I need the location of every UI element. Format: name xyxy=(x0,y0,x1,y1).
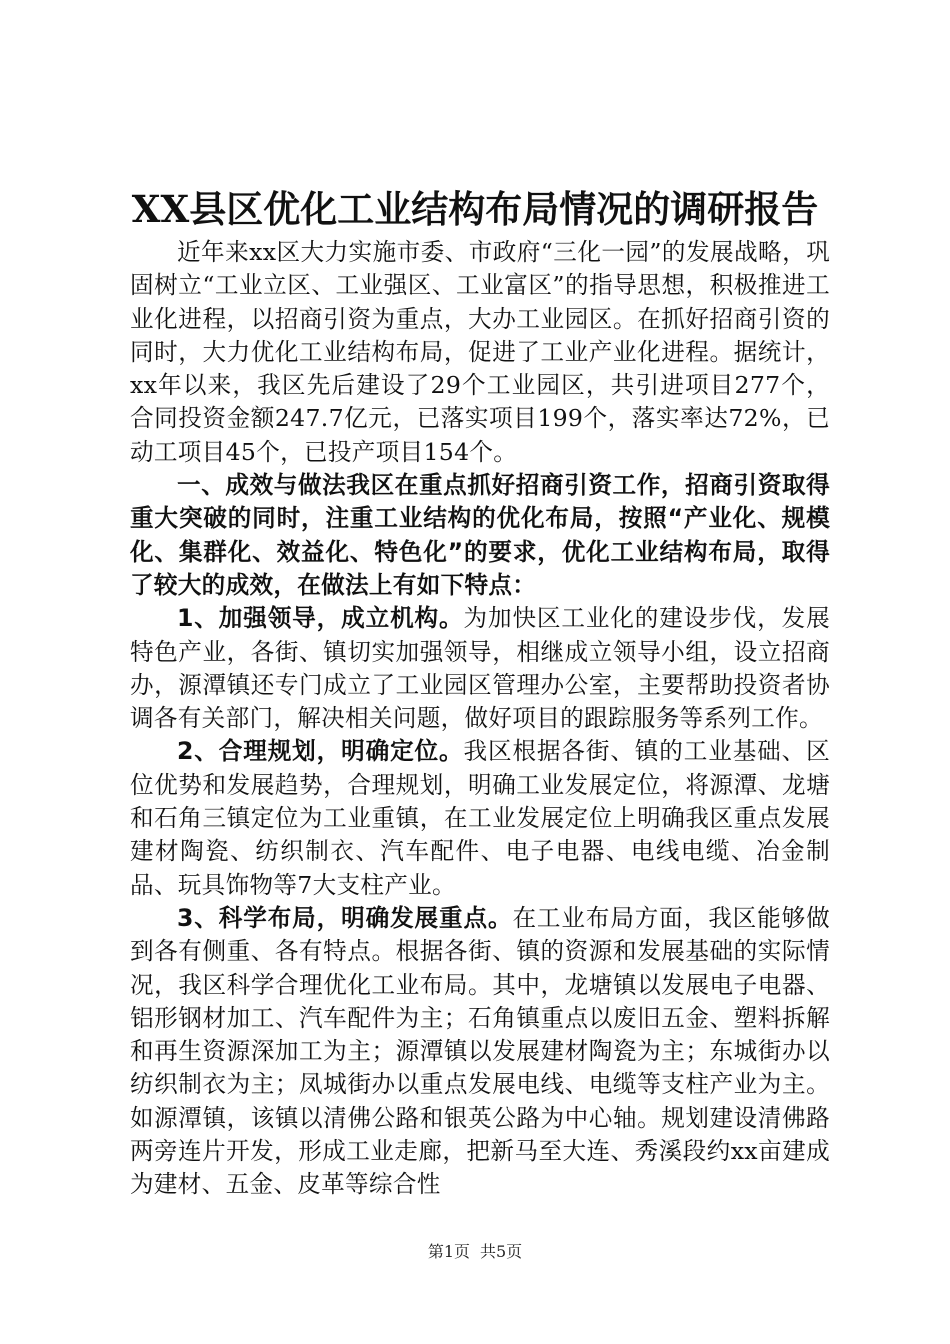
document-body xyxy=(130,236,830,1202)
item-text-3: 在工业布局方面，我区能够做到各有侧重、各有特点。根据各街、镇的资源和发展基础的实际情况，我区科学合理优化工业布局。其中，龙塘镇以发展电子电器、铝形钢材加工、汽车配件为主；石角镇重点以废旧五金、塑料拆解和再生资源深加工为主；源潭镇以发展建材陶瓷为主；东城街办以纺织制衣为主；凤城街办以重点发展电线、电缆等支柱产业为主。如源潭镇，该镇以清佛公路和银英公路为中心轴。规划建设清佛路两旁连片开发，形成工业走廊，把新马至大连、秀溪段约xx亩建成为建材、五金、皮革等综合性 xyxy=(130,903,830,1199)
item-paragraph-3 xyxy=(130,902,830,1202)
item-paragraph-2 xyxy=(130,735,830,901)
item-text-2: 我区根据各街、镇的工业基础、区位优势和发展趋势，合理规划，明确工业发展定位，将源潭、龙塘和石角三镇定位为工业重镇，在工业发展定位上明确我区重点发展建材陶瓷、纺织制衣、汽车配件、电子电器、电线电缆、冶金制品、玩具饰物等7大支柱产业。 xyxy=(130,737,831,899)
page-footer xyxy=(0,1242,950,1262)
page-number: 第1页 xyxy=(427,1242,470,1261)
intro-paragraph: 近年来xx区大力实施市委、市政府“三化一园”的发展战略，巩固树立“工业立区、工业强区、工业富区”的指导思想，积极推进工业化进程，以招商引资为重点，大办工业园区。在抓好招商引资的同时，大力优化工业结构布局，促进了工业产业化进程。据统计，xx年以来，我区先后建设了29个工业园区，共引进项目277个，合同投资金额247.7亿元，已落实项目199个，落实率达72%，已动工项目45个，已投产项目154个。 xyxy=(130,238,830,466)
item-text-1: 为加快区工业化的建设步伐，发展特色产业，各街、镇切实加强领导，相继成立领导小组，设立招商办，源潭镇还专门成立了工业园区管理办公室，主要帮助投资者协调各有关部门，解决相关问题，做好项目的跟踪服务等系列工作。 xyxy=(130,604,831,733)
page-total: 共5页 xyxy=(480,1242,523,1261)
item-lead-1: 1、加强领导，成立机构。 xyxy=(177,604,464,633)
item-lead-3: 3、科学布局，明确发展重点。 xyxy=(177,903,513,932)
document-title: XX县区优化工业结构布局情况的调研报告 xyxy=(131,187,819,231)
item-paragraph-1 xyxy=(130,602,830,735)
section-heading-paragraph: 一、成效与做法我区在重点抓好招商引资工作，招商引资取得重大突破的同时，注重工业结构的优化布局，按照“产业化、规模化、集群化、效益化、特色化”的要求，优化工业结构布局，取得了较大的成效，在做法上有如下特点： xyxy=(130,471,830,599)
item-lead-2: 2、合理规划，明确定位。 xyxy=(177,737,464,766)
